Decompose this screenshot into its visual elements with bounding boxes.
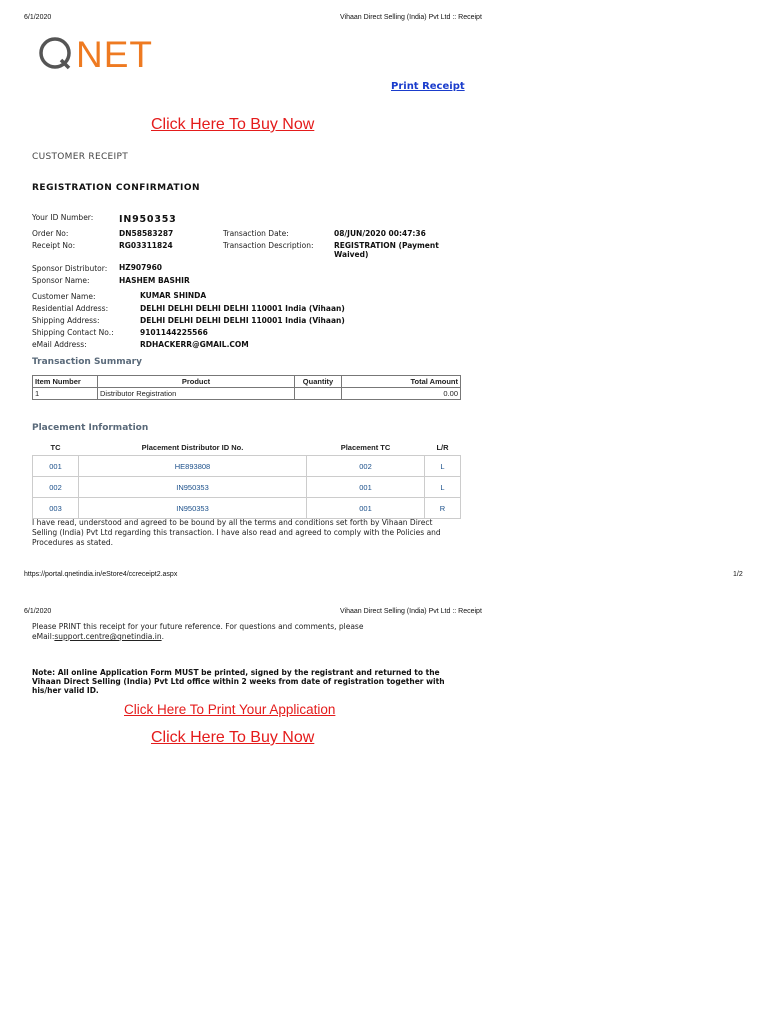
buy-now-link-2[interactable]: Click Here To Buy Now <box>151 729 315 746</box>
email-value: RDHACKERR@GMAIL.COM <box>140 340 249 349</box>
table-cell: 002 <box>307 456 425 477</box>
table-cell: 0.00 <box>342 388 461 400</box>
receipt-no-label: Receipt No: <box>32 241 76 250</box>
customer-receipt-heading: CUSTOMER RECEIPT <box>32 152 129 162</box>
col-header: Item Number <box>33 376 98 388</box>
agreement-text: I have read, understood and agreed to be bound by all the terms and conditions set forth by Vihaan Direct Selling (India) Pvt Ltd regarding this transaction. I have also read and agreed to comply with the Policies and Procedures as stated. <box>32 518 441 547</box>
table-row <box>33 388 461 400</box>
transaction-date-label: Transaction Date: <box>223 229 289 238</box>
qnet-logo <box>38 34 188 74</box>
header-title-2: Vihaan Direct Selling (India) Pvt Ltd :: Receipt <box>340 608 482 615</box>
svg-text:NET: NET <box>76 34 153 74</box>
print-reference-text <box>32 622 457 642</box>
header-title: Vihaan Direct Selling (India) Pvt Ltd :: Receipt <box>340 14 482 21</box>
customer-name-label: Customer Name: <box>32 292 96 301</box>
customer-name-value: KUMAR SHINDA <box>140 291 207 300</box>
placement-table <box>32 439 461 519</box>
table-cell: 001 <box>307 498 425 519</box>
table-cell: IN950353 <box>79 477 307 498</box>
transaction-date-value: 08/JUN/2020 00:47:36 <box>334 229 426 238</box>
note-text: Note: All online Application Form MUST be printed, signed by the registrant and returned to the Vihaan Direct Selling (India) Pvt Ltd office within 2 weeks from date of registration together with his/her valid ID. <box>32 668 445 695</box>
print-application-link[interactable]: Click Here To Print Your Application <box>124 702 336 717</box>
residential-value: DELHI DELHI DELHI DELHI 110001 India (Vihaan) <box>140 304 345 313</box>
buy-now-link[interactable]: Click Here To Buy Now <box>151 116 315 133</box>
table-row <box>33 498 461 519</box>
order-no-label: Order No: <box>32 229 69 238</box>
table-cell: 1 <box>33 388 98 400</box>
your-id-value: IN950353 <box>119 214 177 225</box>
order-no-value: DN58583287 <box>119 229 174 238</box>
shipping-label: Shipping Address: <box>32 316 100 325</box>
table-cell <box>295 388 342 400</box>
print-text-email-label: eMail: <box>32 632 55 641</box>
transaction-desc-value: REGISTRATION (Payment Waived) <box>334 241 439 259</box>
receipt-no-value: RG03311824 <box>119 241 173 250</box>
shipping-value: DELHI DELHI DELHI DELHI 110001 India (Vihaan) <box>140 316 345 325</box>
support-email-link[interactable]: support.centre@qnetindia.in <box>54 632 162 641</box>
col-header: TC <box>33 439 79 456</box>
print-receipt-link[interactable]: Print Receipt <box>391 81 465 92</box>
email-label: eMail Address: <box>32 340 87 349</box>
table-cell: Distributor Registration <box>98 388 295 400</box>
table-cell: 003 <box>33 498 79 519</box>
header-date: 6/1/2020 <box>24 14 52 21</box>
table-cell: R <box>425 498 461 519</box>
col-header: Total Amount <box>342 376 461 388</box>
table-cell: L <box>425 456 461 477</box>
sponsor-dist-value: HZ907960 <box>119 263 163 272</box>
transaction-desc-label: Transaction Description: <box>223 241 314 250</box>
residential-label: Residential Address: <box>32 304 109 313</box>
print-text-end: . <box>161 632 164 641</box>
table-row <box>33 477 461 498</box>
sponsor-name-value: HASHEM BASHIR <box>119 276 190 285</box>
col-header: Product <box>98 376 295 388</box>
placement-title: Placement Information <box>32 423 149 433</box>
sponsor-dist-label: Sponsor Distributor: <box>32 264 108 273</box>
table-cell: 002 <box>33 477 79 498</box>
table-row <box>33 456 461 477</box>
table-cell: 001 <box>307 477 425 498</box>
table-cell: 001 <box>33 456 79 477</box>
footer-page: 1/2 <box>733 571 743 578</box>
table-cell: IN950353 <box>79 498 307 519</box>
footer-url: https://portal.qnetindia.in/eStore4/ccreceipt2.aspx <box>24 571 178 578</box>
table-cell: L <box>425 477 461 498</box>
transaction-summary-table <box>32 375 461 400</box>
col-header: Placement TC <box>307 439 425 456</box>
col-header: Quantity <box>295 376 342 388</box>
col-header: Placement Distributor ID No. <box>79 439 307 456</box>
print-text-line1: Please PRINT this receipt for your future reference. For questions and comments, please <box>32 622 364 631</box>
your-id-label: Your ID Number: <box>32 213 94 222</box>
transaction-summary-title: Transaction Summary <box>32 357 142 367</box>
col-header: L/R <box>425 439 461 456</box>
header-date-2: 6/1/2020 <box>24 608 52 615</box>
shipping-contact-label: Shipping Contact No.: <box>32 328 114 337</box>
sponsor-name-label: Sponsor Name: <box>32 276 90 285</box>
table-cell: HE893808 <box>79 456 307 477</box>
registration-confirmation-heading: REGISTRATION CONFIRMATION <box>32 183 201 193</box>
shipping-contact-value: 9101144225566 <box>140 328 208 337</box>
